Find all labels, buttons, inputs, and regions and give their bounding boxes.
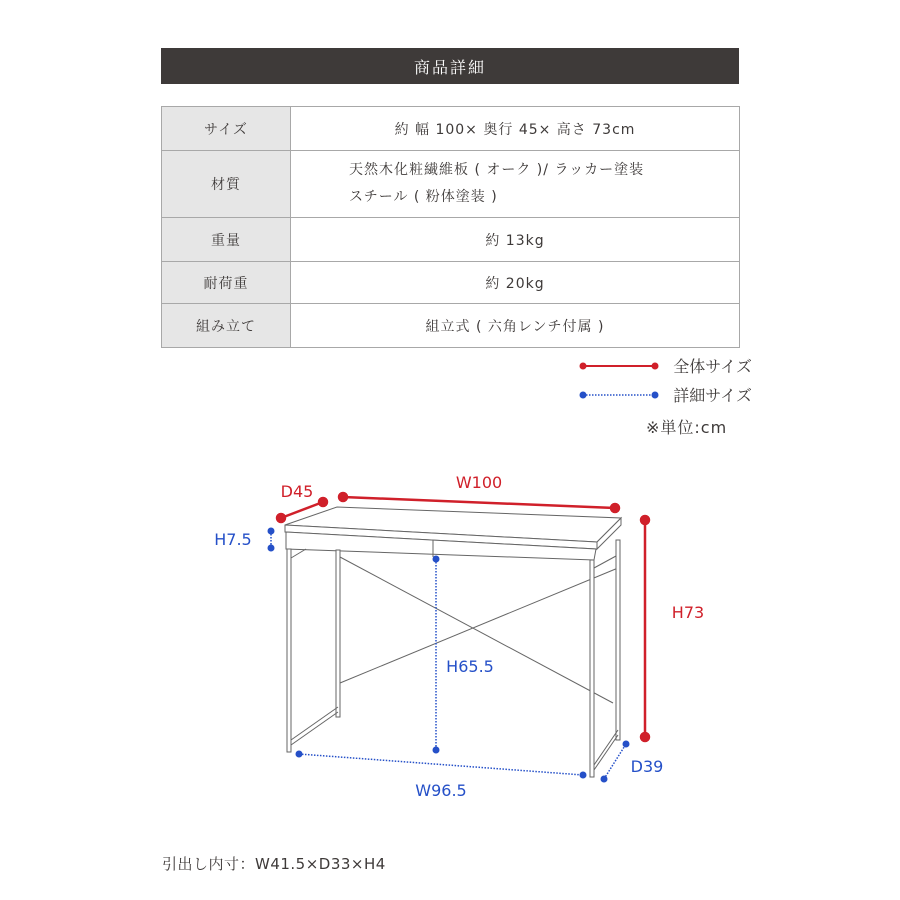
side-bar	[594, 556, 616, 568]
label-h73: H73	[671, 603, 705, 622]
label-h7-5: H7.5	[214, 530, 252, 549]
spec-value: 約 13kg	[291, 218, 740, 262]
spec-label: 耐荷重	[162, 262, 291, 304]
drawer-inner-size-note: 引出し内寸：W41.5×D33×H4	[162, 855, 386, 873]
leg	[616, 540, 620, 740]
cross-brace	[340, 557, 613, 703]
side-bar	[291, 712, 338, 745]
side-bar	[291, 707, 338, 740]
dim-line-d39	[604, 744, 626, 779]
leg	[590, 560, 594, 777]
leg	[287, 549, 291, 752]
label-w96-5: W96.5	[415, 781, 467, 800]
side-bar	[594, 735, 618, 770]
label-d39: D39	[630, 757, 664, 776]
label-h65-5: H65.5	[446, 657, 494, 676]
spec-value-line: スチール ( 粉体塗装 )	[349, 189, 498, 205]
side-bar	[594, 730, 618, 765]
spec-value: 約 幅 100× 奥行 45× 高さ 73cm	[291, 107, 740, 151]
spec-value: 約 20kg	[291, 262, 740, 304]
desk-drawing	[285, 507, 621, 777]
label-d45: D45	[280, 482, 314, 501]
label-w100: W100	[455, 473, 503, 492]
section-title: 商品詳細	[413, 57, 486, 77]
side-bar	[291, 549, 306, 558]
detail-dimensions	[271, 531, 626, 779]
spec-label: 重量	[162, 218, 291, 262]
spec-value: 組立式 ( 六角レンチ付属 )	[291, 304, 740, 348]
spec-value-line: 天然木化粧繊維板 ( オーク )/ ラッカー塗装	[349, 162, 645, 178]
legend-overall-label: 全体サイズ	[673, 357, 752, 376]
unit-note: ※単位:cm	[646, 418, 728, 437]
dim-line-w100	[343, 497, 615, 508]
spec-label: サイズ	[162, 107, 291, 151]
spec-label: 組み立て	[162, 304, 291, 348]
dim-line-w96-5	[299, 754, 583, 775]
leg	[336, 550, 340, 717]
spec-label: 材質	[162, 151, 291, 218]
legend-detail-label: 詳細サイズ	[673, 386, 752, 405]
